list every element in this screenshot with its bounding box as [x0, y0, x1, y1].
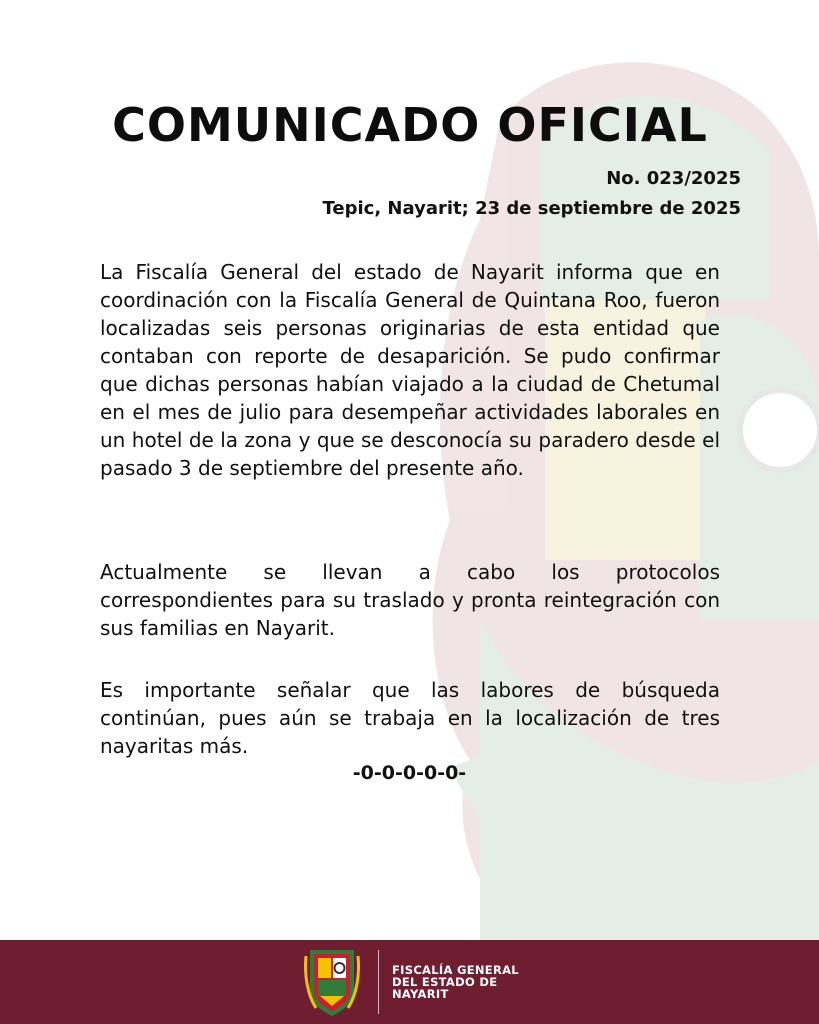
body-paragraph-2: Actualmente se llevan a cabo los protocolos correspondientes para su traslado y pronta reintegración con sus familias en Nayarit. [100, 560, 720, 640]
body-paragraph-3: Es importante señalar que las labores de búsqueda continúan, pues aún se trabaja en la localización de tres nayaritas más. [100, 678, 720, 758]
page-title: COMUNICADO OFICIAL [112, 98, 708, 152]
organization-line-2: DEL ESTADO DE [392, 975, 498, 989]
body-paragraph-1: La Fiscalía General del estado de Nayarit informa que en coordinación con la Fiscalía General de Quintana Roo, fueron localizadas seis personas originarias de esta entidad que contaban con reporte de desaparición. Se pudo confirmar que dichas personas habían viajado a la ciudad de Chetumal en el mes de julio para desempeñar actividades laborales en un hotel de la zona y que se desconocía su paradero desde el pasado 3 de septiembre del presente año. [100, 260, 720, 480]
closing-separator: -0-0-0-0-0- [352, 762, 467, 784]
footer-divider [378, 950, 379, 1014]
organization-line-3: NAYARIT [392, 987, 449, 1001]
footer-bar [0, 940, 819, 1024]
organization-name [392, 964, 519, 1000]
organization-line-1: FISCALÍA GENERAL [392, 963, 519, 977]
place-and-date: Tepic, Nayarit; 23 de septiembre de 2025 [322, 198, 741, 219]
communique-number: No. 023/2025 [606, 168, 741, 189]
nayarit-coat-of-arms-icon [304, 946, 360, 1018]
